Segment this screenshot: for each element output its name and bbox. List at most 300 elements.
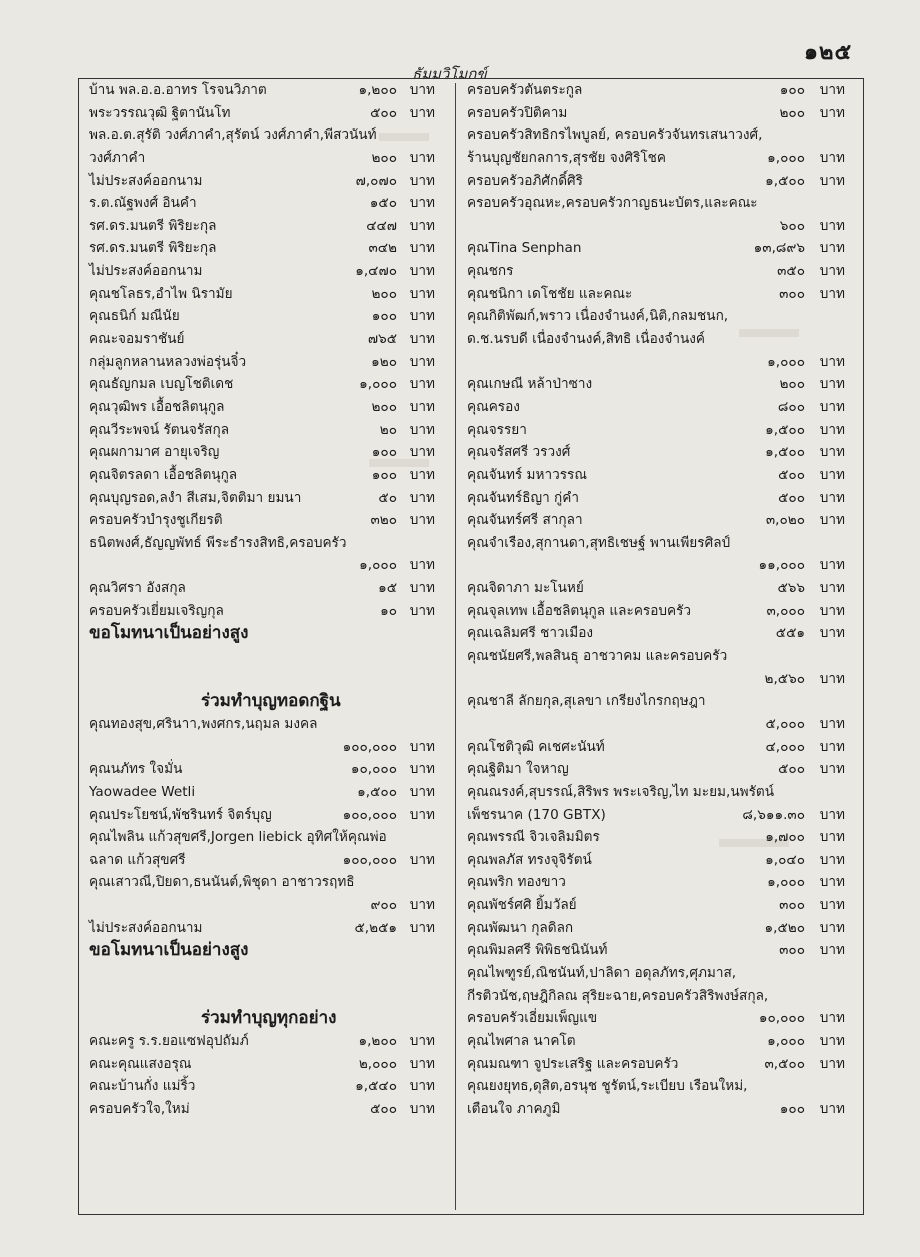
- donor-row: [89, 736, 443, 759]
- donor-name: รศ.ดร.มนตรี พิริยะกุล: [89, 217, 217, 234]
- currency-unit: บาท: [819, 580, 845, 597]
- currency-unit: บาท: [409, 82, 435, 98]
- donation-amount: ๑๐,๐๐๐: [758, 1010, 805, 1027]
- donation-amount: ๑๐๐,๐๐๐: [342, 806, 397, 823]
- donation-amount: ๒,๕๖๐: [764, 670, 805, 687]
- currency-unit: บาท: [819, 466, 845, 483]
- donor-name: คุณจิตรลดา เอื้อชลิตนุกูล: [89, 466, 238, 483]
- currency-unit: บาท: [409, 1100, 435, 1117]
- donor-row: [467, 622, 845, 645]
- donor-row: [467, 1030, 845, 1053]
- currency-unit: บาท: [409, 240, 435, 257]
- donor-name: คุณวุฒิพร เอื้อชลิตนุกูล: [89, 398, 225, 415]
- donation-amount: ๔,๐๐๐: [765, 738, 805, 755]
- donor-name: ร้านบุญชัยกลการ,สุรชัย จงศิริโชค: [467, 149, 666, 166]
- donor-row: [467, 736, 845, 759]
- currency-unit: บาท: [409, 263, 435, 280]
- donor-name: ขอโมทนาเป็นอย่างสูง: [89, 623, 249, 644]
- currency-unit: บาท: [819, 557, 845, 574]
- donation-amount: ๑๐๐: [779, 1100, 805, 1117]
- donor-name: คุณจุลเทพ เอื้อชลิตนุกูล และครอบครัว: [467, 602, 692, 619]
- donor-name: คุณTina Senphan: [467, 240, 582, 257]
- donation-amount: ๑,๐๐๐: [767, 353, 805, 370]
- donor-name: ครอบครัวอภิศักดิ์ศิริ: [467, 172, 583, 189]
- currency-unit: บาท: [819, 761, 845, 778]
- donation-amount: ๓๕๐: [777, 263, 805, 280]
- donation-amount: ๒๐: [379, 421, 397, 438]
- donor-row: [89, 373, 443, 396]
- donor-name: ไม่ประสงค์ออกนาม: [89, 919, 203, 936]
- donor-row: [467, 283, 845, 306]
- donor-row: [89, 758, 443, 781]
- currency-unit: บาท: [409, 149, 435, 166]
- donor-row: [89, 215, 443, 238]
- currency-unit: บาท: [819, 1055, 845, 1072]
- donation-amount: ๑๐๐: [779, 82, 805, 98]
- donor-row: [467, 260, 845, 283]
- currency-unit: บาท: [819, 715, 845, 732]
- donor-name: คุณจรรยา: [467, 421, 527, 438]
- donor-name: คุณพรรณี จิวเจลิมมิตร: [467, 829, 600, 846]
- donor-name: ฉลาด แก้วสุขศรี: [89, 851, 186, 868]
- currency-unit: บาท: [819, 285, 845, 302]
- donor-name: คุณโชติวุฒิ คเชศะนันท์: [467, 738, 605, 755]
- donor-name: คุณบุญรอด,ลงำ สีเสม,จิตติมา ยมนา: [89, 489, 302, 506]
- donation-amount: ๕๐๐: [370, 1100, 397, 1117]
- donation-amount: ๑,๐๐๐: [359, 557, 397, 574]
- donor-row: [467, 826, 845, 849]
- donation-amount: ๘๐๐: [777, 398, 805, 415]
- currency-unit: บาท: [409, 444, 435, 461]
- donor-name: คุณชกร: [467, 263, 514, 280]
- currency-unit: บาท: [409, 783, 435, 800]
- donor-name: วงศ์ภาคำ: [89, 149, 146, 166]
- donor-row: [467, 917, 845, 940]
- donation-amount: ๑๐๐,๐๐๐: [342, 738, 397, 755]
- donor-row: [89, 962, 443, 985]
- donor-name: ไม่ประสงค์ออกนาม: [89, 172, 203, 189]
- donor-name: ครอบครัวปิติคาม: [467, 104, 568, 121]
- donor-row: [89, 487, 443, 510]
- donation-amount: ๑,๐๐๐: [767, 149, 805, 166]
- donor-row: [89, 668, 443, 691]
- donor-row: [467, 1007, 845, 1030]
- donor-name: คุณครอง: [467, 398, 520, 415]
- donor-row: [467, 600, 845, 623]
- donor-row: [467, 441, 845, 464]
- donation-amount: ๕๐๐: [370, 104, 397, 121]
- donor-row: [89, 577, 443, 600]
- donor-row: [467, 509, 845, 532]
- donor-row: [89, 351, 443, 374]
- currency-unit: บาท: [409, 761, 435, 778]
- donor-name: คุณยงยุทธ,ดุสิต,อรนุช ชูรัตน์,ระเบียบ เรือนใหม่,: [467, 1078, 748, 1095]
- donation-amount: ๓,๕๐๐: [764, 1055, 805, 1072]
- donor-row: [467, 1075, 845, 1098]
- donation-amount: ๑,๕๐๐: [765, 444, 805, 461]
- donation-amount: ๑,๔๗๐: [355, 263, 397, 280]
- donor-row: [89, 147, 443, 170]
- donation-amount: ๑,๗๐๐: [765, 829, 805, 846]
- donor-row: [467, 102, 845, 125]
- donation-amount: ๑๒๐: [371, 353, 397, 370]
- donor-name: คุณพัชร์ศศิ ยิ้มวัลย์: [467, 897, 577, 914]
- donation-amount: ๕๐: [378, 489, 397, 506]
- donation-amount: ๓๐๐: [779, 285, 805, 302]
- donor-row: [467, 147, 845, 170]
- page-number: ๑๒๕: [804, 40, 853, 65]
- donation-amount: ๑,๕๐๐: [357, 783, 397, 800]
- closing-line: [89, 622, 443, 645]
- currency-unit: บาท: [409, 1032, 435, 1049]
- donation-amount: ๑,๐๐๐: [767, 874, 805, 891]
- currency-unit: บาท: [409, 217, 435, 234]
- currency-unit: บาท: [409, 376, 435, 393]
- donor-row: [89, 1053, 443, 1076]
- donor-row: [89, 645, 443, 668]
- donation-amount: ๗,๐๗๐: [355, 172, 397, 189]
- currency-unit: บาท: [409, 512, 435, 529]
- donation-amount: ๑,๕๐๐: [765, 172, 805, 189]
- donor-name: รศ.ดร.มนตรี พิริยะกุล: [89, 240, 217, 257]
- donation-amount: ๒,๐๐๐: [358, 1055, 397, 1072]
- donor-name: ธนิตพงศ์,ธัญญพัทธ์ พีระธำรงสิทธิ,ครอบครัว: [89, 534, 347, 551]
- column-divider: [455, 83, 456, 1210]
- donor-row: [467, 373, 845, 396]
- donor-row: [89, 804, 443, 827]
- donor-name: เตือนใจ ภาคภูมิ: [467, 1100, 561, 1117]
- donor-row: [89, 781, 443, 804]
- donor-row: [467, 192, 845, 215]
- donation-amount: ๔๔๗: [366, 217, 397, 234]
- currency-unit: บาท: [409, 919, 435, 936]
- donor-row: [467, 894, 845, 917]
- currency-unit: บาท: [819, 82, 845, 98]
- donation-amount: ๑๕: [378, 580, 397, 597]
- donor-name: พล.อ.ต.สุรัติ วงศ์ภาคำ,สุรัตน์ วงศ์ภาคำ,พีสวนันท์: [89, 127, 377, 144]
- currency-unit: บาท: [409, 353, 435, 370]
- currency-unit: บาท: [819, 670, 845, 687]
- donor-name: บ้าน พล.อ.อ.อาทร โรจนวิภาต: [89, 82, 267, 98]
- donor-name: คุณชาลี ลักยกุล,สุเลขา เกรียงไกรกฤษฎา: [467, 693, 706, 710]
- donor-row: [467, 532, 845, 555]
- donor-name: คุณไพศาล นาคโต: [467, 1032, 576, 1049]
- donor-row: [467, 758, 845, 781]
- donor-name: คุณเฉลิมศรี ชาวเมือง: [467, 625, 594, 642]
- donor-name: คุณไพลิน แก้วสุขศรี,Jorgen liebick อุทิศให้คุณพ่อ: [89, 829, 387, 846]
- currency-unit: บาท: [819, 353, 845, 370]
- donor-row: [467, 396, 845, 419]
- donor-name: คณะบ้านกั่ง แม่ริ้ว: [89, 1078, 196, 1095]
- donor-name: คุณจันทร์ศรี สากุลา: [467, 512, 583, 529]
- donor-name: คุณธัญกมล เบญโชติเดช: [89, 376, 234, 393]
- currency-unit: บาท: [819, 806, 845, 823]
- donor-row: [89, 102, 443, 125]
- donor-row: [467, 487, 845, 510]
- donor-row: [89, 305, 443, 328]
- donor-row: [89, 237, 443, 260]
- currency-unit: บาท: [819, 149, 845, 166]
- donor-row: [89, 79, 443, 102]
- donor-row: [89, 713, 443, 736]
- donation-amount: ๓๐๐: [779, 897, 805, 914]
- donor-row: [89, 894, 443, 917]
- donor-row: [467, 305, 845, 328]
- donation-amount: ๑,๐๐๐: [767, 1032, 805, 1049]
- left-column: [89, 79, 443, 1120]
- donation-amount: ๑,๕๒๐: [764, 919, 805, 936]
- donor-row: [467, 668, 845, 691]
- donor-name: ร่วมทำบุญทุกอย่าง: [201, 1008, 337, 1029]
- currency-unit: บาท: [409, 557, 435, 574]
- currency-unit: บาท: [409, 308, 435, 325]
- donor-name: คุณพริก ทองขาว: [467, 874, 566, 891]
- section-heading: [89, 1007, 443, 1030]
- donation-amount: ๑๐๐: [371, 466, 397, 483]
- donor-row: [89, 871, 443, 894]
- donor-name: คุณจันทร์ธิญา กู่คำ: [467, 489, 580, 506]
- donor-name: คุณชโลธร,อำไพ นิรามัย: [89, 285, 233, 302]
- donor-name: ร่วมทำบุญทอดกฐิน: [201, 691, 341, 712]
- currency-unit: บาท: [819, 104, 845, 121]
- donor-row: [89, 1075, 443, 1098]
- donor-row: [89, 328, 443, 351]
- currency-unit: บาท: [819, 376, 845, 393]
- currency-unit: บาท: [819, 874, 845, 891]
- donor-name: คุณธนิก์ มณีนัย: [89, 308, 180, 325]
- donor-row: [467, 419, 845, 442]
- donor-name: คุณทองสุข,ศรินาา,พงศกร,นฤมล มงคล: [89, 715, 318, 732]
- donation-amount: ๘,๖๑๑.๓๐: [742, 806, 805, 823]
- donor-name: คุณจันทร์ มหาวรรณ: [467, 466, 587, 483]
- currency-unit: บาท: [409, 331, 435, 348]
- donor-name: Yaowadee Wetli: [89, 783, 196, 800]
- currency-unit: บาท: [819, 421, 845, 438]
- currency-unit: บาท: [819, 489, 845, 506]
- donor-row: [467, 464, 845, 487]
- donor-name: ครอบครัวเอี่ยมเพ็ญแข: [467, 1010, 598, 1027]
- donor-row: [467, 871, 845, 894]
- donor-row: [89, 985, 443, 1008]
- donation-amount: ๕๖๖: [777, 580, 805, 597]
- donor-name: คุณจำเรือง,สุกานดา,สุทธิเชษฐ์ พานเพียรศิลป์: [467, 534, 731, 551]
- donor-row: [89, 170, 443, 193]
- donor-row: [89, 532, 443, 555]
- donor-name: เพ็ชรนาค (170 GBTX): [467, 806, 606, 823]
- donor-name: คุณมณฑา จูประเสริฐ และครอบครัว: [467, 1055, 679, 1072]
- donor-row: [467, 554, 845, 577]
- currency-unit: บาท: [819, 625, 845, 642]
- donor-name: คุณฐิติมา ใจหาญ: [467, 761, 569, 778]
- donor-row: [467, 328, 845, 351]
- donor-name: ด.ช.นรบดี เนื่องจำนงค์,สิทธิ เนื่องจำนงค์: [467, 331, 705, 348]
- donation-amount: ๕๕๑: [775, 625, 805, 642]
- currency-unit: บาท: [409, 602, 435, 619]
- donor-name: คุณเกษณี หล้าป่าซาง: [467, 376, 593, 393]
- currency-unit: บาท: [409, 851, 435, 868]
- donation-amount: ๒๐๐: [779, 104, 805, 121]
- donor-row: [467, 962, 845, 985]
- donor-name: คุณผกามาศ อายุเจริญ: [89, 444, 220, 461]
- currency-unit: บาท: [819, 851, 845, 868]
- currency-unit: บาท: [409, 806, 435, 823]
- donor-row: [467, 690, 845, 713]
- currency-unit: บาท: [409, 580, 435, 597]
- currency-unit: บาท: [819, 240, 845, 257]
- currency-unit: บาท: [819, 919, 845, 936]
- donation-amount: ๑,๕๐๐: [765, 421, 805, 438]
- closing-line: [89, 939, 443, 962]
- donation-amount: ๑๕๐: [369, 195, 397, 212]
- donation-amount: ๕๐๐: [778, 489, 805, 506]
- donor-row: [467, 849, 845, 872]
- donor-row: [89, 260, 443, 283]
- donor-name: พระวรรณวุฒิ ฐิตานันโท: [89, 104, 231, 121]
- donor-name: คุณพลภัส ทรงจุจิรัตน์: [467, 851, 592, 868]
- donor-name: กลุ่มลูกหลานหลวงพ่อรุ่นจิ๋ว: [89, 353, 247, 370]
- donation-amount: ๑,๐๐๐: [359, 376, 397, 393]
- currency-unit: บาท: [409, 195, 435, 212]
- donor-name: ครอบครัวใจ,ใหม่: [89, 1100, 190, 1117]
- donor-row: [467, 1053, 845, 1076]
- donation-amount: ๑,๐๔๐: [765, 851, 805, 868]
- donor-row: [467, 645, 845, 668]
- donor-row: [89, 849, 443, 872]
- donor-row: [467, 1098, 845, 1121]
- currency-unit: บาท: [409, 466, 435, 483]
- donor-row: [467, 781, 845, 804]
- donation-amount: ๕๐๐: [778, 761, 805, 778]
- donor-row: [89, 600, 443, 623]
- donor-name: ร.ต.ณัฐพงศ์ อินคำ: [89, 195, 197, 212]
- donor-name: คุณนภัทร ใจมั่น: [89, 761, 183, 778]
- right-column: [467, 79, 845, 1120]
- donor-name: ครอบครัวตันตระกูล: [467, 82, 583, 98]
- donor-name: คุณกิติพัฒก์,พราว เนื่องจำนงค์,นิติ,กลมชนก,: [467, 308, 729, 325]
- currency-unit: บาท: [819, 217, 845, 234]
- donor-row: [467, 713, 845, 736]
- currency-unit: บาท: [409, 738, 435, 755]
- currency-unit: บาท: [819, 942, 845, 959]
- donor-row: [89, 283, 443, 306]
- donation-amount: ๓,๐๐๐: [766, 602, 805, 619]
- donor-name: คณะครู ร.ร.ยอแซฟอุปถัมภ์: [89, 1032, 249, 1049]
- donor-row: [89, 419, 443, 442]
- donor-name: คณะจอมราชันย์: [89, 331, 185, 348]
- currency-unit: บาท: [409, 104, 435, 121]
- donor-name: คุณพัฒนา กุลดิลก: [467, 919, 574, 936]
- donor-name: คุณประโยชน์,พัชรินทร์ จิตร์บุญ: [89, 806, 272, 823]
- donor-row: [89, 1030, 443, 1053]
- donation-amount: ๕๐๐: [778, 466, 805, 483]
- donation-amount: ๑๐๐: [371, 444, 397, 461]
- donation-amount: ๓๒๐: [370, 512, 397, 529]
- currency-unit: บาท: [819, 602, 845, 619]
- donor-row: [467, 577, 845, 600]
- donor-name: คุณจรัสศรี วรวงศ์: [467, 444, 571, 461]
- donor-row: [467, 79, 845, 102]
- donation-amount: ๑,๒๐๐: [358, 1032, 397, 1049]
- currency-unit: บาท: [819, 1100, 845, 1117]
- donor-row: [89, 826, 443, 849]
- donation-amount: ๑,๕๔๐: [355, 1078, 397, 1095]
- currency-unit: บาท: [819, 398, 845, 415]
- currency-unit: บาท: [819, 738, 845, 755]
- currency-unit: บาท: [819, 1032, 845, 1049]
- donation-amount: ๒๐๐: [371, 398, 397, 415]
- donation-amount: ๑๐: [380, 602, 397, 619]
- currency-unit: บาท: [409, 285, 435, 302]
- donor-name: คุณณรงค์,สุบรรณ์,สิริพร พระเจริญ,ไท มะยม,นพรัตน์: [467, 783, 774, 800]
- donation-amount: ๑๑,๐๐๐: [758, 557, 805, 574]
- donor-row: [467, 124, 845, 147]
- donor-name: คุณชนัยศรี,พลสินธุ อาชวาคม และครอบครัว: [467, 648, 728, 665]
- donor-row: [89, 124, 443, 147]
- donation-amount: ๑๓,๘๙๖: [753, 240, 805, 257]
- donor-row: [467, 237, 845, 260]
- currency-unit: บาท: [409, 897, 435, 914]
- donation-amount: ๖๐๐: [779, 217, 805, 234]
- donation-amount: ๓๔๒: [368, 240, 397, 257]
- donor-name: ครอบครัวบำรุงชูเกียรติ: [89, 512, 223, 529]
- donation-amount: ๒๐๐: [779, 376, 805, 393]
- donor-row: [467, 170, 845, 193]
- donor-row: [89, 192, 443, 215]
- currency-unit: บาท: [409, 421, 435, 438]
- donation-amount: ๒๐๐: [371, 149, 397, 166]
- currency-unit: บาท: [819, 263, 845, 280]
- donation-amount: ๑๐๐,๐๐๐: [342, 851, 397, 868]
- donor-row: [467, 804, 845, 827]
- currency-unit: บาท: [819, 172, 845, 189]
- donor-name: คุณจิดาภา มะโนหย์: [467, 580, 584, 597]
- donor-name: คุณไพฑูรย์,ณิชนันท์,ปาลิดา อดุลภัทร,ศุภมาส,: [467, 964, 737, 981]
- currency-unit: บาท: [819, 829, 845, 846]
- currency-unit: บาท: [409, 489, 435, 506]
- donation-amount: ๓,๐๒๐: [765, 512, 805, 529]
- donation-amount: ๓๐๐: [779, 942, 805, 959]
- donation-amount: ๑๐๐: [371, 308, 397, 325]
- currency-unit: บาท: [409, 172, 435, 189]
- donor-row: [467, 215, 845, 238]
- donor-row: [467, 985, 845, 1008]
- currency-unit: บาท: [409, 398, 435, 415]
- donation-amount: ๕,๐๐๐: [765, 715, 805, 732]
- donor-name: ไม่ประสงค์ออกนาม: [89, 263, 203, 280]
- donor-row: [89, 464, 443, 487]
- donor-name: คุณวิศรา อังสกุล: [89, 580, 186, 597]
- donor-row: [89, 554, 443, 577]
- donor-row: [89, 509, 443, 532]
- currency-unit: บาท: [819, 512, 845, 529]
- donor-row: [89, 1098, 443, 1121]
- donor-name: คุณพิมลศรี พิพิธชนินันท์: [467, 942, 608, 959]
- donor-name: คุณชนิกา เดโชชัย และคณะ: [467, 285, 633, 302]
- currency-unit: บาท: [819, 444, 845, 461]
- donor-row: [89, 917, 443, 940]
- donor-name: ครอบครัวสิทธิกรไพบูลย์, ครอบครัวจันทรเสนาวงศ์,: [467, 127, 763, 144]
- currency-unit: บาท: [409, 1055, 435, 1072]
- donor-row: [467, 351, 845, 374]
- donor-row: [89, 396, 443, 419]
- donation-amount: ๑๐,๐๐๐: [350, 761, 397, 778]
- donation-amount: ๙๐๐: [370, 897, 397, 914]
- donor-name: ครอบครัวเยี่ยมเจริญกุล: [89, 602, 224, 619]
- donation-amount: ๗๖๕: [367, 331, 397, 348]
- donation-amount: ๒๐๐: [371, 285, 397, 302]
- section-heading: [89, 690, 443, 713]
- donor-name: ครอบครัวอุณหะ,ครอบครัวกาญธนะบัตร,และคณะ: [467, 195, 758, 212]
